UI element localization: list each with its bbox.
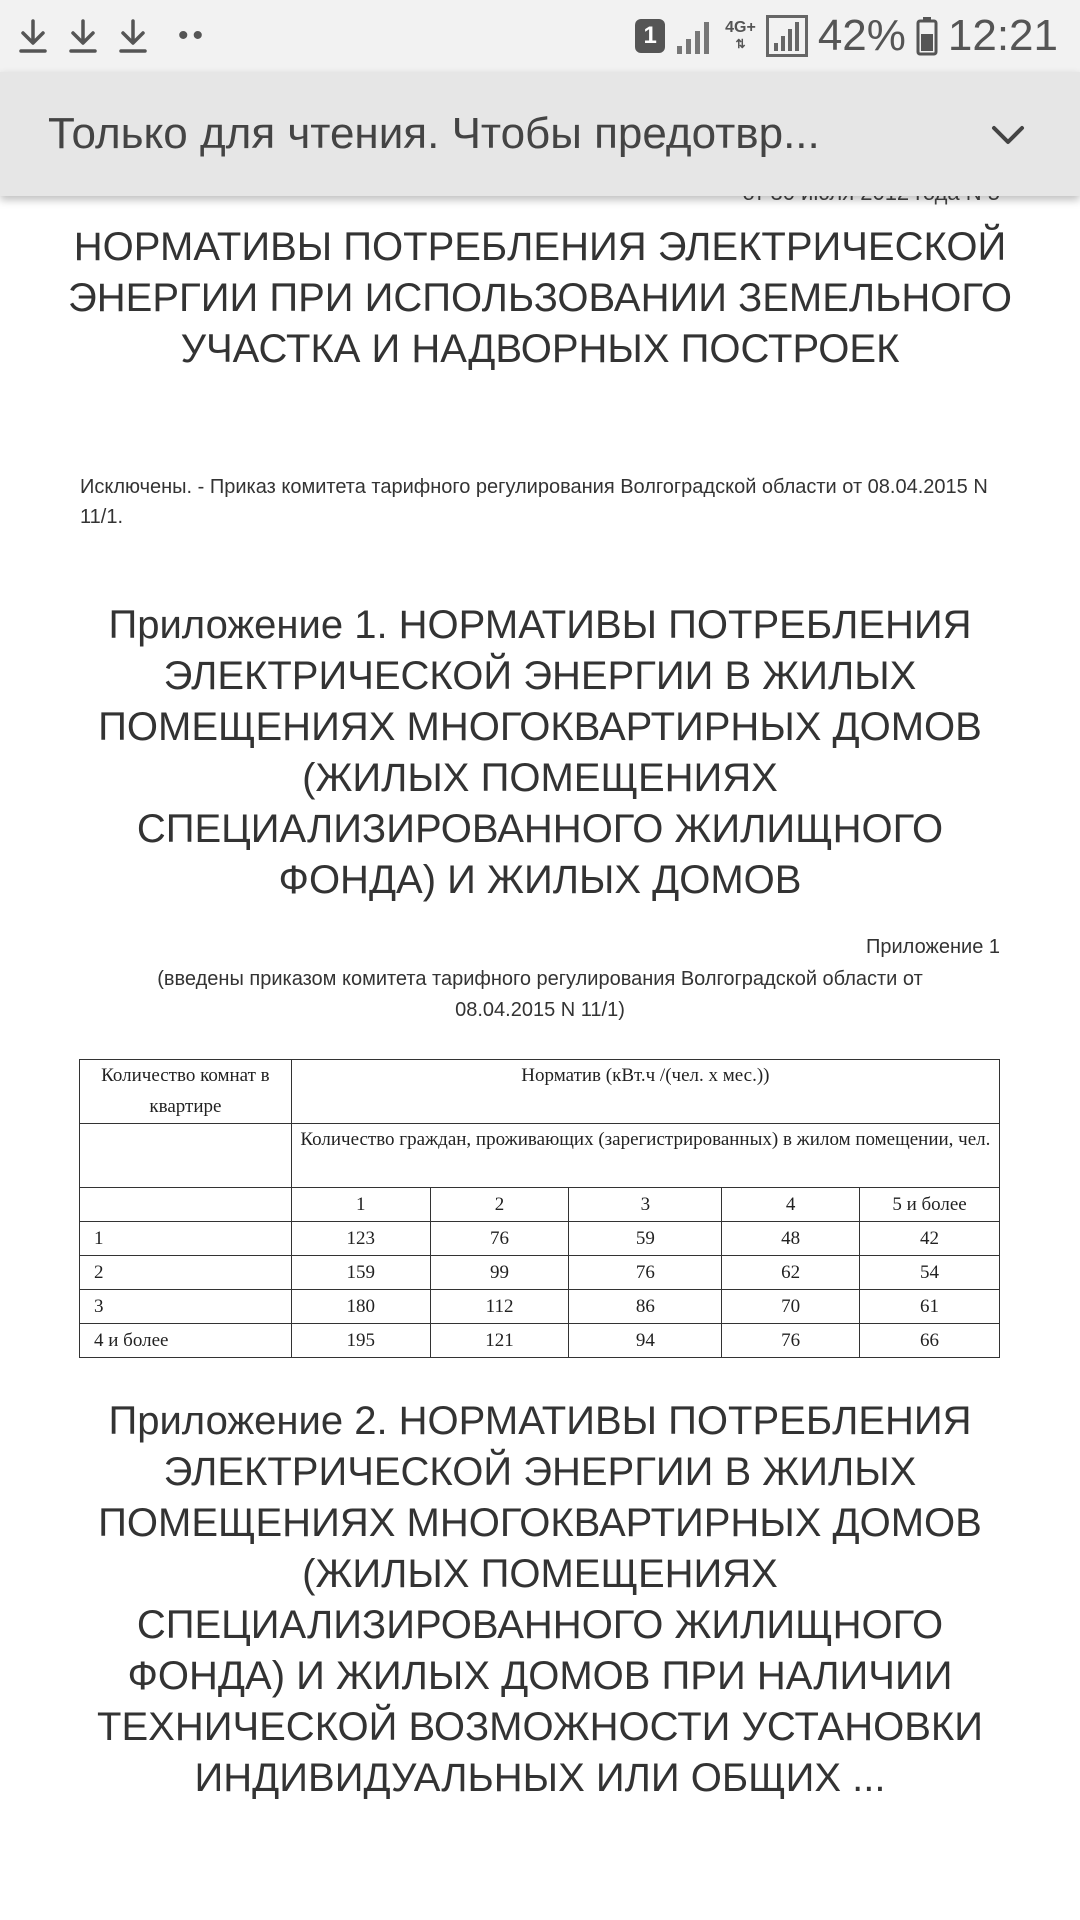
appendix-1-intro: (введены приказом комитета тарифного регулирования Волгоградской области от 08.04.2015 N 11/1) (157, 968, 923, 1021)
column-header: 5 и более (860, 1188, 1000, 1222)
appendix-1-title: Приложение 1. НОРМАТИВЫ ПОТРЕБЛЕНИЯ ЭЛЕКТРИЧЕСКОЙ ЭНЕРГИИ В ЖИЛЫХ ПОМЕЩЕНИЯХ МНОГОКВАРТИРНЫХ ДОМОВ (ЖИЛЫХ ПОМЕЩЕНИЯХ СПЕЦИАЛИЗИРОВАННОГО ЖИЛИЩНОГО ФОНДА) И ЖИЛЫХ ДОМОВ (98, 603, 982, 902)
notification-icons (18, 14, 207, 58)
value-cell: 76 (569, 1256, 722, 1290)
norms-table (79, 1059, 1000, 1358)
appendix-2-title: Приложение 2. НОРМАТИВЫ ПОТРЕБЛЕНИЯ ЭЛЕКТРИЧЕСКОЙ ЭНЕРГИИ В ЖИЛЫХ ПОМЕЩЕНИЯХ МНОГОКВАРТИРНЫХ ДОМОВ (ЖИЛЫХ ПОМЕЩЕНИЯХ СПЕЦИАЛИЗИРОВАННОГО ЖИЛИЩНОГО ФОНДА) И ЖИЛЫХ ДОМОВ ПРИ НАЛИЧИИ ТЕХНИЧЕСКОЙ ВОЗМОЖНОСТИ УСТАНОВКИ ИНДИВИДУАЛЬНЫХ ИЛИ ОБЩИХ ... (97, 1399, 983, 1800)
battery-icon (916, 16, 938, 56)
column-header: 4 (722, 1188, 860, 1222)
value-cell: 59 (569, 1222, 722, 1256)
value-cell: 76 (430, 1222, 569, 1256)
value-cell: 48 (722, 1222, 860, 1256)
signal-icon (675, 16, 715, 56)
download-icon (18, 18, 48, 54)
value-cell: 195 (291, 1324, 430, 1358)
appendix-1-label: Приложение 1 (866, 936, 1000, 958)
value-cell: 159 (291, 1256, 430, 1290)
value-cell: 54 (860, 1256, 1000, 1290)
value-cell: 123 (291, 1222, 430, 1256)
table-row (80, 1256, 1000, 1290)
value-cell: 86 (569, 1290, 722, 1324)
residents-header: Количество граждан, проживающих (зарегистрированных) в жилом помещении, чел. (291, 1124, 999, 1188)
value-cell: 76 (722, 1324, 860, 1358)
value-cell: 66 (860, 1324, 1000, 1358)
column-header: 3 (569, 1188, 722, 1222)
value-cell: 99 (430, 1256, 569, 1290)
rooms-cell: 3 (80, 1290, 292, 1324)
value-cell: 70 (722, 1290, 860, 1324)
sim-slot-badge: 1 (635, 19, 665, 53)
rooms-cell: 1 (80, 1222, 292, 1256)
clock: 12:21 (947, 11, 1058, 60)
empty-cell (80, 1124, 292, 1188)
norm-header: Норматив (кВт.ч /(чел. х мес.)) (291, 1060, 999, 1124)
value-cell: 112 (430, 1290, 569, 1324)
value-cell: 94 (569, 1324, 722, 1358)
value-cell: 121 (430, 1324, 569, 1358)
download-icon (118, 18, 148, 54)
empty-cell (80, 1188, 292, 1222)
column-header: 2 (430, 1188, 569, 1222)
data-arrows-icon: ⇅ (735, 37, 746, 51)
read-only-banner[interactable] (0, 72, 1080, 196)
rooms-cell: 2 (80, 1256, 292, 1290)
read-only-message: Только для чтения. Чтобы предотвр... (48, 109, 820, 158)
column-header-row (80, 1188, 1000, 1222)
rooms-header: Количество комнат в квартире (80, 1060, 292, 1124)
table-row (80, 1222, 1000, 1256)
status-bar (0, 0, 1080, 72)
excluded-note: Исключены. - Приказ комитета тарифного регулирования Волгоградской области от 08.04.2015 N 11/1. (80, 476, 988, 528)
table-row (80, 1290, 1000, 1324)
signal-strength-icon (766, 15, 808, 57)
battery-percent: 42% (817, 11, 906, 60)
download-icon (68, 18, 98, 54)
rooms-cell: 4 и более (80, 1324, 292, 1358)
value-cell: 180 (291, 1290, 430, 1324)
value-cell: 42 (860, 1222, 1000, 1256)
more-notifications-icon: •• (178, 19, 208, 52)
network-type: 4G+ ⇅ (725, 19, 756, 51)
value-cell: 62 (722, 1256, 860, 1290)
value-cell: 61 (860, 1290, 1000, 1324)
table-row (80, 1324, 1000, 1358)
column-header: 1 (291, 1188, 430, 1222)
section-title: НОРМАТИВЫ ПОТРЕБЛЕНИЯ ЭЛЕКТРИЧЕСКОЙ ЭНЕРГИИ ПРИ ИСПОЛЬЗОВАНИИ ЗЕМЕЛЬНОГО УЧАСТКА И НАДВОРНЫХ ПОСТРОЕК (68, 225, 1012, 371)
chevron-down-icon[interactable] (986, 112, 1030, 156)
